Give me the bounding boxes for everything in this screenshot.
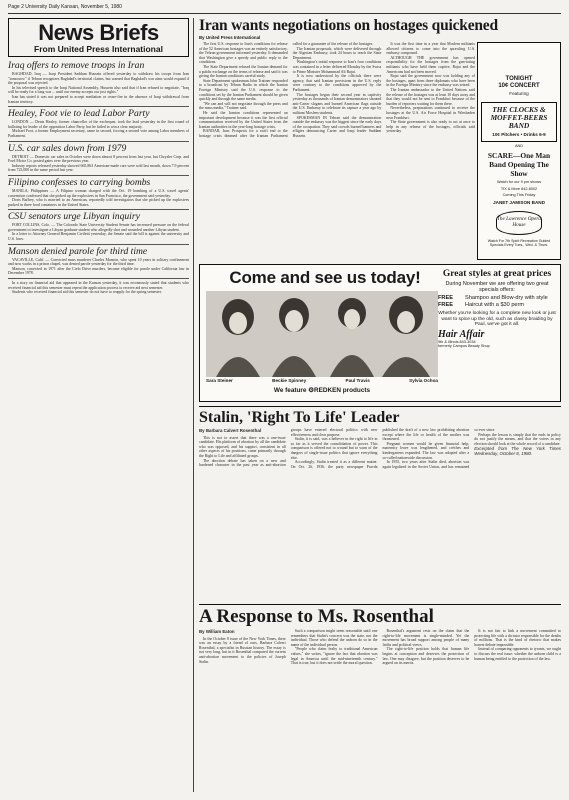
- brief-paragraph: In his televised speech to the Iraqi National Assembly, Hussein also said that if Iran refused to negotiate, "Iraq will be ready for a long war ... until our enemy accepts our just rights.": [8, 85, 189, 95]
- brief-body: [8, 72, 189, 104]
- specials-list: [438, 295, 556, 309]
- special-text: Haircut with a $30 perm: [465, 302, 525, 309]
- ad-shows: Watch for our 9 pm shows: [497, 180, 541, 185]
- hair-side-title: Great styles at great prices: [442, 269, 552, 279]
- main-content: [199, 18, 561, 792]
- redken-feature: We feature ⚙REDKEN products: [273, 387, 371, 394]
- brief-body: [8, 281, 189, 295]
- brief-headline: CSU senators urge Libyan inquiry: [8, 211, 140, 223]
- iran-story-area: [199, 42, 561, 260]
- brief-divider: [8, 278, 189, 279]
- brief-body: [8, 258, 189, 276]
- brief-paragraph: In a story on financial aid that appeared in the Kansan yesterday, it was erroneously stated that students who received financial aid this semester must repeat the application process to receive aid next semester.: [8, 281, 189, 290]
- ad-tonight: [481, 76, 557, 98]
- iran-byline: By United Press International: [199, 35, 261, 40]
- iran-paragraph: The State government is also ready to act at once to help in any release of the hostages, officials said yesterday.: [386, 120, 475, 134]
- clocks-concert-ad: [477, 42, 561, 260]
- stalin-paragraph: Stalin, it is said, was a believer in the right to life in so far as it served the consolidation of power. This comparison is offered not to wound but to warn of the dangers of single-issue politics that ignore everything else.: [290, 437, 378, 460]
- hair-address: 9th & Illinois 843-3034: [438, 339, 476, 344]
- iran-paragraph: It is now understood by the officials there were agency, that said Iranian provisions in the U.S. reply were contrary to the conditions approved by the Parliament.: [292, 74, 382, 92]
- hair-affair-logo: Hair Affair: [438, 328, 485, 340]
- brief-divider: [8, 209, 189, 210]
- stylist-names: [206, 378, 438, 383]
- hair-affair-ad: [199, 264, 561, 402]
- iran-paragraph: The first U.S. response to Iran's conditions for release of the 52 American hostages was an entirely satisfactory, the Tehran government informed yesterday. It demanded that Washington give a speedy and public reply to the conditions.: [199, 42, 288, 65]
- brief-divider: [8, 106, 189, 107]
- brief-paragraph: In a letter to Attorney General Benjamin Civiletti yesterday, the Senate said the bill is against the university and U.S. laws.: [8, 232, 189, 242]
- page-folio: [8, 4, 561, 14]
- rosenthal-paragraph: Instead of comparing opponents to tyrants, we ought to discuss the real issue: whether the unborn child is a human being entitled to the protection of the law.: [474, 647, 561, 661]
- ad-band-name: THE CLOCKS & MOFFET-BEERS BAND: [490, 105, 548, 130]
- brief-paragraph: Industry reports released yesterday showed 665,863 American-made cars were sold last month, down 7.9 percent from 723,000 in the same period last year.: [8, 163, 189, 173]
- hair-formerly: formerly Campus Beauty Shop: [438, 344, 490, 349]
- brief-paragraph: Iran has stated it was not prepared to accept mediation or cease-fire in the absence of Iraqi withdrawal from Iranian territory.: [8, 94, 189, 104]
- special-text: Shampoo and Blow-dry with style: [465, 294, 548, 301]
- rosenthal-headline: A Response to Ms. Rosenthal: [199, 604, 561, 627]
- rosenthal-paragraph: The right-to-life position holds that human life begins at conception and deserves the protection of law. One may disagree, but the position deserves to be argued on its merits.: [382, 647, 470, 666]
- ad-line3: Featuring: [509, 91, 529, 96]
- stalin-headline: Stalin, 'Right To Life' Leader: [199, 406, 561, 426]
- brief-paragraph: BAGHDAD, Iraq — Iraqi President Saddam Hussein offered yesterday to withdraw his troops from Iran "tomorrow" if Tehran recognizes Baghdad's territorial claims, but warned that Baghdad's war aims would expand if the proposal was rejected.: [8, 72, 189, 86]
- special-offer: [438, 302, 556, 309]
- ad-phone: 842-6002: [521, 186, 538, 191]
- iran-paragraph: The State Department refused the Iranian demand for a public exchange on the terms of release and said it was giving the Iranian conditions careful study.: [199, 64, 288, 79]
- stylist-name: Sara Steiner: [206, 378, 233, 383]
- rosenthal-paragraph: Rosenthal's argument rests on the claim that the right-to-life movement is single-minded. Yet the movement has broad support among people of many faiths and political views.: [382, 629, 470, 647]
- hair-note: Whether you're looking for a complete new look or just want to spice up the old, such as classy braiding by Paul, we've got it all.: [438, 311, 556, 328]
- stalin-paragraph: Perhaps the lesson is simply that the ends in policy do not justify the means, and that the voters in any election should look at the whole record of a candidate.: [474, 432, 561, 446]
- brief-body: [8, 155, 189, 173]
- brief-paragraph: Manson, convicted in 1971 after the Cielo Drive murders, became eligible for parole under California law in December 1978.: [8, 266, 189, 276]
- iran-paragraph: The hostages began their second year in captivity yesterday as thousands of Iranian demonstrators shouted anti-Carter slogans and burned American flags outside the U.S. Embassy to celebrate its capture a year ago by militant Moslem students.: [292, 92, 382, 115]
- brief-headline: U.S. car sales down from 1979: [8, 142, 127, 154]
- rosenthal-paragraph: In the October 8 issue of the New York Times, there was an essay by a friend of ours, Barbara Calvert Rosenthal, a specialist in Russian history. The essay is not very long, but in it Rosenthal compared the current anti-abortion movement to the policies of Joseph Stalin.: [199, 636, 286, 664]
- news-briefs-column: [8, 18, 194, 792]
- ad-coming: Coming This Friday: [502, 193, 536, 198]
- hair-ad-specials: [438, 269, 556, 349]
- brief-body: [8, 189, 189, 207]
- iran-paragraph: The Iranian ambassador to the United Nations said the release of the hostages was at least 10 days away and that they would not be sent to Frankfurt because of the burden of reporters waiting for them there.: [386, 87, 475, 106]
- folio-left: Page 2 University Daily Kansan, November 5, 1980: [8, 4, 122, 10]
- stalin-paragraph: This is not to assert that there was a one-issue candidate. His platform of abortion by all the candidate who was opposed, and his support, consistent in all other aspects of his positions, came primarily through the Right to Life and affiliated groups.: [199, 435, 286, 458]
- iran-paragraph: "We can and will not negotiate through the press and the mass media," Trattner said.: [199, 101, 288, 111]
- news-briefs-subtitle: From United Press International: [34, 44, 163, 54]
- ad-and: AND: [514, 143, 524, 148]
- stalin-credit: Excerpted from The New York Times Wednesday, October 8, 1980.: [474, 446, 561, 456]
- brief-paragraph: VACAVILLE, Calif. — Convicted mass murderer Charles Manson, who spent 10 years in solitary confinement and now works in a prison chapel, was denied parole yesterday for the third time.: [8, 257, 189, 267]
- iran-paragraph: BANDAR, Iran: Prospects for a swift end to the hostage crisis dimmed after the Iranian Parliament called for a guarantee of the release of the hostages.: [199, 42, 374, 138]
- hair-during: During November we are offering two great specials offers:: [445, 281, 549, 294]
- iran-paragraph: Rajai said the government now was holding any of the hostages, apart from three diplomats who have been in the Foreign Ministry since the embassy was seized.: [386, 74, 475, 88]
- brief-paragraph: Students who received financial aid this semester do not have to reapply for the spring semester.: [12, 290, 162, 295]
- brief-paragraph: DETROIT — Domestic car sales in October were down almost 8 percent from last year, but Chrysler Corp. and Ford Motor Co. posted gains over the previous year.: [8, 154, 189, 164]
- rosenthal-byline: By William Eaton: [199, 629, 235, 634]
- iran-paragraph: ALTHOUGH THE government has opened responsibility for the hostages from the gun-toting militants who have held them captive, Rajai and the Americans had not been moved.: [386, 55, 475, 74]
- brief-body: [8, 223, 189, 241]
- stylist-name: Beckie Spinney: [272, 378, 307, 383]
- brief-body: [8, 120, 189, 138]
- brief-paragraph: MANILA, Philippines — A Filipino woman charged with the Oct. 19 bombing of a U.S. travel agents' convention confessed that she picked up the explosives in San Francisco, the government said yesterday.: [8, 188, 189, 198]
- brief-paragraph: Michael Foot, a former Employment secretary, came in second, forcing a second vote among Labor members of Parliament.: [8, 129, 189, 138]
- ad-footer: Watch For 7th Spirit Recreation Guided Specials Every Tues., Wed. & Thurs.: [487, 238, 551, 247]
- ad-tix: [481, 187, 557, 192]
- iran-paragraph: SPOKESMAN IN Tehran said the demonstration outside the embassy was the biggest since the early days of the occupation. They said crowds burned banners and effigies denouncing Carter and Iraqi leader Saddam Hussein.: [292, 115, 382, 138]
- opera-house-logo: The Lawrence Opera House: [496, 211, 542, 235]
- stalin-story-body: [199, 428, 561, 600]
- news-briefs-title: News Briefs: [38, 20, 159, 45]
- iran-paragraph: State Department spokesman John Trattner responded to a broadcast by Tehran Radio in which the Iranian Foreign Ministry said the U.S. response to the conditions set by the Iranian Parliament should be given quickly and through the same media.: [199, 78, 288, 102]
- brief-headline: Manson denied parole for third time: [8, 245, 148, 257]
- brief-paragraph: FORT COLLINS, Colo. — The Colorado State University Student Senate has increased pressure on the federal government to investigate a Libyan graduate student who allegedly shot and wounded another Libyan student.: [8, 223, 189, 232]
- news-briefs-list: [8, 61, 189, 295]
- brief-paragraph: Doris Baffrey, who is married to an American, reportedly told investigators that she picked up the explosives packed in three food containers in the United States.: [8, 198, 189, 207]
- ad-line2: 10¢ CONCERT: [498, 83, 540, 89]
- iran-paragraph: Washington's initial response to Iran's four conditions was contained in a letter delivered Monday by the Swiss to Prime Minister Mohammad Ali Rajai.: [292, 60, 382, 74]
- stalin-paragraph: The abortion debate has taken on a new and hardened character in the past year as anti-abortion groups have entered electoral politics with new effectiveness and clear purpose.: [199, 428, 378, 468]
- hair-ad-headline: Come and see us today!: [229, 268, 421, 287]
- iran-paragraph: It was the first time in a year that Moslem militants allowed citizens to come into the sprawling U.S. embassy compound.: [386, 42, 475, 56]
- rosenthal-paragraph: Such a comparison might seem reasonable until one remembers that Stalin's concern was the state, not the individual. Those who defend the unborn do so in the name of the individual person.: [290, 629, 378, 647]
- special-key: FREE: [438, 294, 453, 301]
- ad-band-box: [481, 102, 557, 142]
- stylist-name: Paul Travis: [345, 378, 370, 383]
- iran-headline: Iran wants negotiations on hostages quickened: [199, 18, 498, 34]
- brief-divider: [8, 244, 189, 245]
- stalin-byline: By Barbara Calvert Rosenthal: [199, 428, 261, 433]
- brief-divider: [8, 175, 189, 176]
- ad-scare: SCARE—One Man Band Opening The Show: [487, 151, 551, 179]
- rosenthal-story-body: [199, 629, 561, 792]
- iran-paragraph: Nevertheless, preparations continued to receive the hostages at the U.S. Air Force Hospital in Wiesbaden near Frankfurt.: [386, 106, 475, 120]
- stalin-paragraph: Accordingly, Stalin treated it as a different matter. On Oct. 26, 1936, the party newspaper Pravda published the draft of a new law prohibiting abortion except where the life or health of the mother was threatened.: [290, 428, 470, 469]
- stylists-photo-image: [206, 291, 438, 377]
- ad-prices: 10¢ Pitchers • Drinks 6-9: [492, 132, 546, 137]
- stalin-paragraph: Pregnant women would be given financial help, maternity leave was lengthened, and crèches and kindergartens expanded. The law was adopted after a so-called nationwide discussion.: [382, 441, 470, 460]
- news-briefs-header: [8, 18, 189, 57]
- stylists-photo: [206, 291, 438, 377]
- special-key: FREE: [438, 302, 453, 309]
- brief-paragraph: LONDON — Denis Healey, former chancellor of the exchequer, took the lead yesterday in the first round of balloting for leader of the opposition Labor Party, but he failed to win a clear majority.: [8, 120, 189, 129]
- brief-headline: Iraq offers to remove troops in Iran: [8, 60, 145, 71]
- iran-paragraph: The Iranian proposals, which were delivered through the Algerian Embassy, took 24 hours to reach the State Department.: [292, 46, 382, 60]
- iran-paragraph: He said the Iranian conditions represented an important development because it was the first official communication received by the United States from the Iranian authorities in the year-long hostage crisis.: [199, 110, 288, 129]
- ad-next-band: JANET JAMISON BAND: [493, 199, 545, 205]
- ad-line1: TONIGHT: [505, 76, 533, 82]
- stylist-name: Sylvia Ochoa: [409, 378, 438, 383]
- brief-divider: [8, 141, 189, 142]
- stalin-paragraph: In 1955, two years after Stalin died, abortion was again legalized in the Soviet Union, and has remained so ever since.: [382, 428, 496, 469]
- iran-story-body: [199, 42, 475, 260]
- brief-headline: Healey, Foot vie to lead Labor Party: [8, 108, 150, 120]
- ad-tix-label: TIX & More: [500, 186, 521, 191]
- brief-headline: Filipino confesses to carrying bombs: [8, 176, 151, 188]
- special-offer: [438, 295, 556, 302]
- rosenthal-paragraph: It is not fair to link a movement committed to protecting life with a dictator responsible for the deaths of millions. That is the kind of rhetoric that makes honest debate impossible.: [474, 629, 561, 647]
- rosenthal-paragraph: "People who claim fealty to traditional American values," she writes, "ignore the fact that abortion was legal in America until the mid-nineteenth century." That is true, but it does not settle the moral question.: [290, 647, 378, 666]
